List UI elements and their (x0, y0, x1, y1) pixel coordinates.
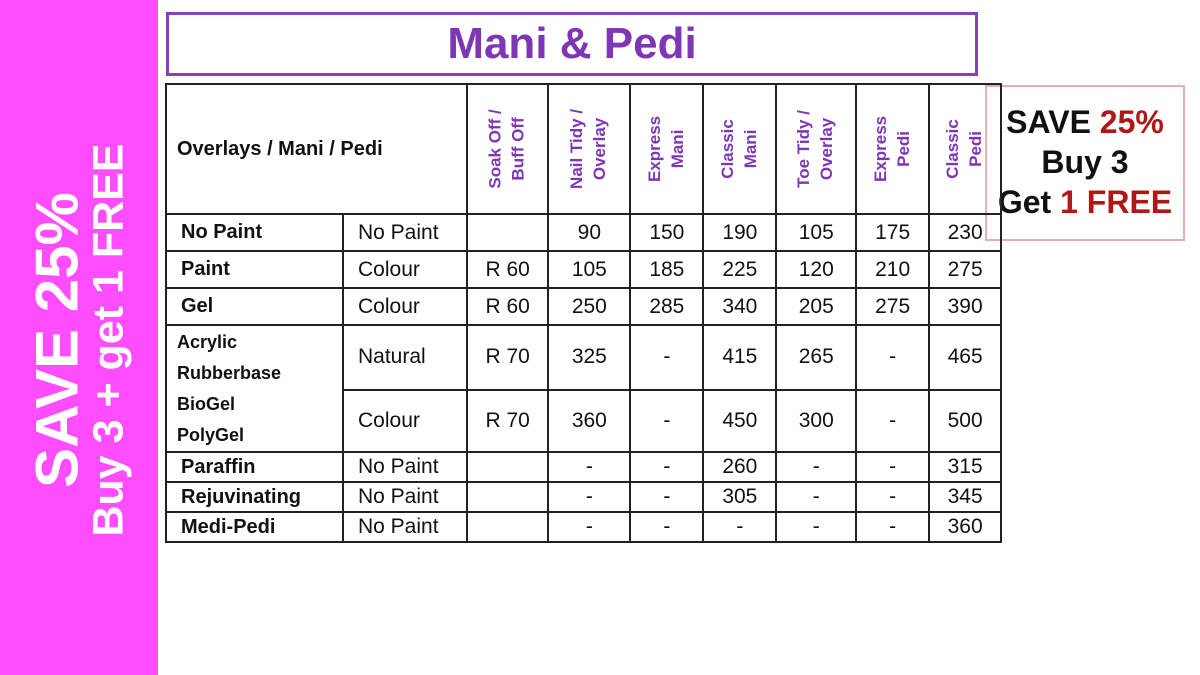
sidebar-line-offer: Buy 3 + get 1 FREE (84, 143, 133, 537)
price-cell: - (856, 512, 929, 542)
promo-save (1006, 103, 1164, 143)
overlay-category-list (166, 325, 343, 452)
price-cell: - (776, 512, 856, 542)
table-row (166, 512, 1001, 542)
column-header-text (793, 110, 839, 188)
price-cell: 360 (929, 512, 1001, 542)
column-header-line: Mani (740, 129, 760, 169)
price-cell: - (703, 512, 776, 542)
table-row (166, 288, 1001, 325)
promo-sidebar (0, 0, 158, 675)
column-header-line: Buff Off (508, 117, 528, 181)
price-cell: 225 (703, 251, 776, 288)
column-header-line: Pedi (893, 131, 913, 167)
price-cell: R 60 (467, 251, 548, 288)
price-cell: - (630, 512, 703, 542)
row-type: No Paint (343, 214, 467, 251)
price-cell: 345 (929, 482, 1001, 512)
row-category: Medi-Pedi (166, 512, 343, 542)
price-cell: - (630, 482, 703, 512)
price-cell: 325 (548, 325, 630, 390)
column-header-line: Nail Tidy / (567, 109, 587, 189)
column-header-line: Express (870, 115, 890, 183)
price-cell: 185 (630, 251, 703, 288)
price-cell: 190 (703, 214, 776, 251)
price-cell: 250 (548, 288, 630, 325)
row-category: No Paint (166, 214, 343, 251)
price-cell: - (548, 512, 630, 542)
column-header-text (644, 116, 690, 182)
row-category: Paraffin (166, 452, 343, 482)
price-cell: - (856, 390, 929, 452)
sidebar-promo-text (23, 143, 133, 537)
column-header (776, 84, 856, 214)
column-header (929, 84, 1001, 214)
row-type: Colour (343, 390, 467, 452)
price-cell: 205 (776, 288, 856, 325)
price-cell: 305 (703, 482, 776, 512)
promo-buy: Buy 3 (1041, 144, 1129, 181)
overlay-category: PolyGel (177, 425, 245, 445)
price-cell: - (856, 452, 929, 482)
price-cell: 500 (929, 390, 1001, 452)
table-row (166, 482, 1001, 512)
price-cell: 230 (929, 214, 1001, 251)
column-header (467, 84, 548, 214)
price-cell: R 70 (467, 390, 548, 452)
column-header-text (485, 109, 531, 188)
price-cell: 315 (929, 452, 1001, 482)
price-cell: 390 (929, 288, 1001, 325)
row-type: No Paint (343, 452, 467, 482)
column-header (856, 84, 929, 214)
table-row (166, 325, 1001, 390)
price-cell: 265 (776, 325, 856, 390)
overlay-category: Acrylic (177, 332, 238, 352)
page-title: Mani & Pedi (447, 19, 697, 68)
column-header (548, 84, 630, 214)
price-cell: 90 (548, 214, 630, 251)
price-cell: - (630, 325, 703, 390)
price-cell (467, 452, 548, 482)
price-cell: - (856, 325, 929, 390)
column-header-line: Pedi (966, 131, 986, 167)
column-header-line: Classic (717, 119, 737, 179)
row-type: Natural (343, 325, 467, 390)
column-header-line: Mani (667, 129, 687, 169)
table-row (166, 214, 1001, 251)
price-cell: R 60 (467, 288, 548, 325)
column-header-line: Overlay (817, 117, 837, 181)
price-cell (467, 214, 548, 251)
column-header-line: Classic (943, 119, 963, 179)
price-cell: 340 (703, 288, 776, 325)
price-cell: 285 (630, 288, 703, 325)
column-header-line: Soak Off / (485, 109, 505, 189)
price-cell: 465 (929, 325, 1001, 390)
price-cell: 105 (548, 251, 630, 288)
price-cell (467, 482, 548, 512)
promo-get (998, 183, 1172, 223)
column-header (630, 84, 703, 214)
column-header-text (717, 119, 763, 179)
row-type: No Paint (343, 482, 467, 512)
column-header-text (566, 109, 612, 189)
promo-save-label: SAVE (1006, 104, 1100, 141)
overlay-category: BioGel (177, 394, 236, 414)
price-cell: 275 (856, 288, 929, 325)
price-cell: - (630, 390, 703, 452)
price-cell: 260 (703, 452, 776, 482)
price-cell: 300 (776, 390, 856, 452)
price-cell: - (630, 452, 703, 482)
column-header-line: Express (644, 115, 664, 183)
table-row (166, 251, 1001, 288)
row-category: Rejuvinating (166, 482, 343, 512)
promo-get-label: Get (997, 183, 1061, 220)
price-cell: - (856, 482, 929, 512)
price-cell: - (548, 452, 630, 482)
price-cell: 175 (856, 214, 929, 251)
row-category: Gel (166, 288, 343, 325)
column-header (703, 84, 776, 214)
price-cell: - (776, 452, 856, 482)
price-cell: R 70 (467, 325, 548, 390)
header-label: Overlays / Mani / Pedi (166, 84, 467, 214)
promo-save-percent: 25% (1099, 104, 1164, 141)
row-type: Colour (343, 251, 467, 288)
row-type: Colour (343, 288, 467, 325)
price-cell: 450 (703, 390, 776, 452)
row-type: No Paint (343, 512, 467, 542)
price-cell: 360 (548, 390, 630, 452)
column-header-line: Overlay (590, 117, 610, 181)
price-cell: 150 (630, 214, 703, 251)
column-header-text (942, 119, 988, 179)
column-header-text (870, 116, 916, 182)
row-category: Paint (166, 251, 343, 288)
price-cell: 275 (929, 251, 1001, 288)
price-table (165, 83, 1002, 543)
price-cell: 105 (776, 214, 856, 251)
table-row (166, 452, 1001, 482)
sidebar-line-save: SAVE 25% (23, 192, 91, 488)
title-box (166, 12, 978, 76)
column-header-line: Toe Tidy / (794, 110, 814, 188)
price-cell: - (776, 482, 856, 512)
table-header-row (166, 84, 1001, 214)
price-cell: 120 (776, 251, 856, 288)
promo-box (985, 85, 1185, 241)
promo-get-free: 1 FREE (1060, 183, 1173, 220)
overlay-category: Rubberbase (177, 363, 282, 383)
price-cell (467, 512, 548, 542)
price-cell: 415 (703, 325, 776, 390)
price-cell: 210 (856, 251, 929, 288)
price-cell: - (548, 482, 630, 512)
